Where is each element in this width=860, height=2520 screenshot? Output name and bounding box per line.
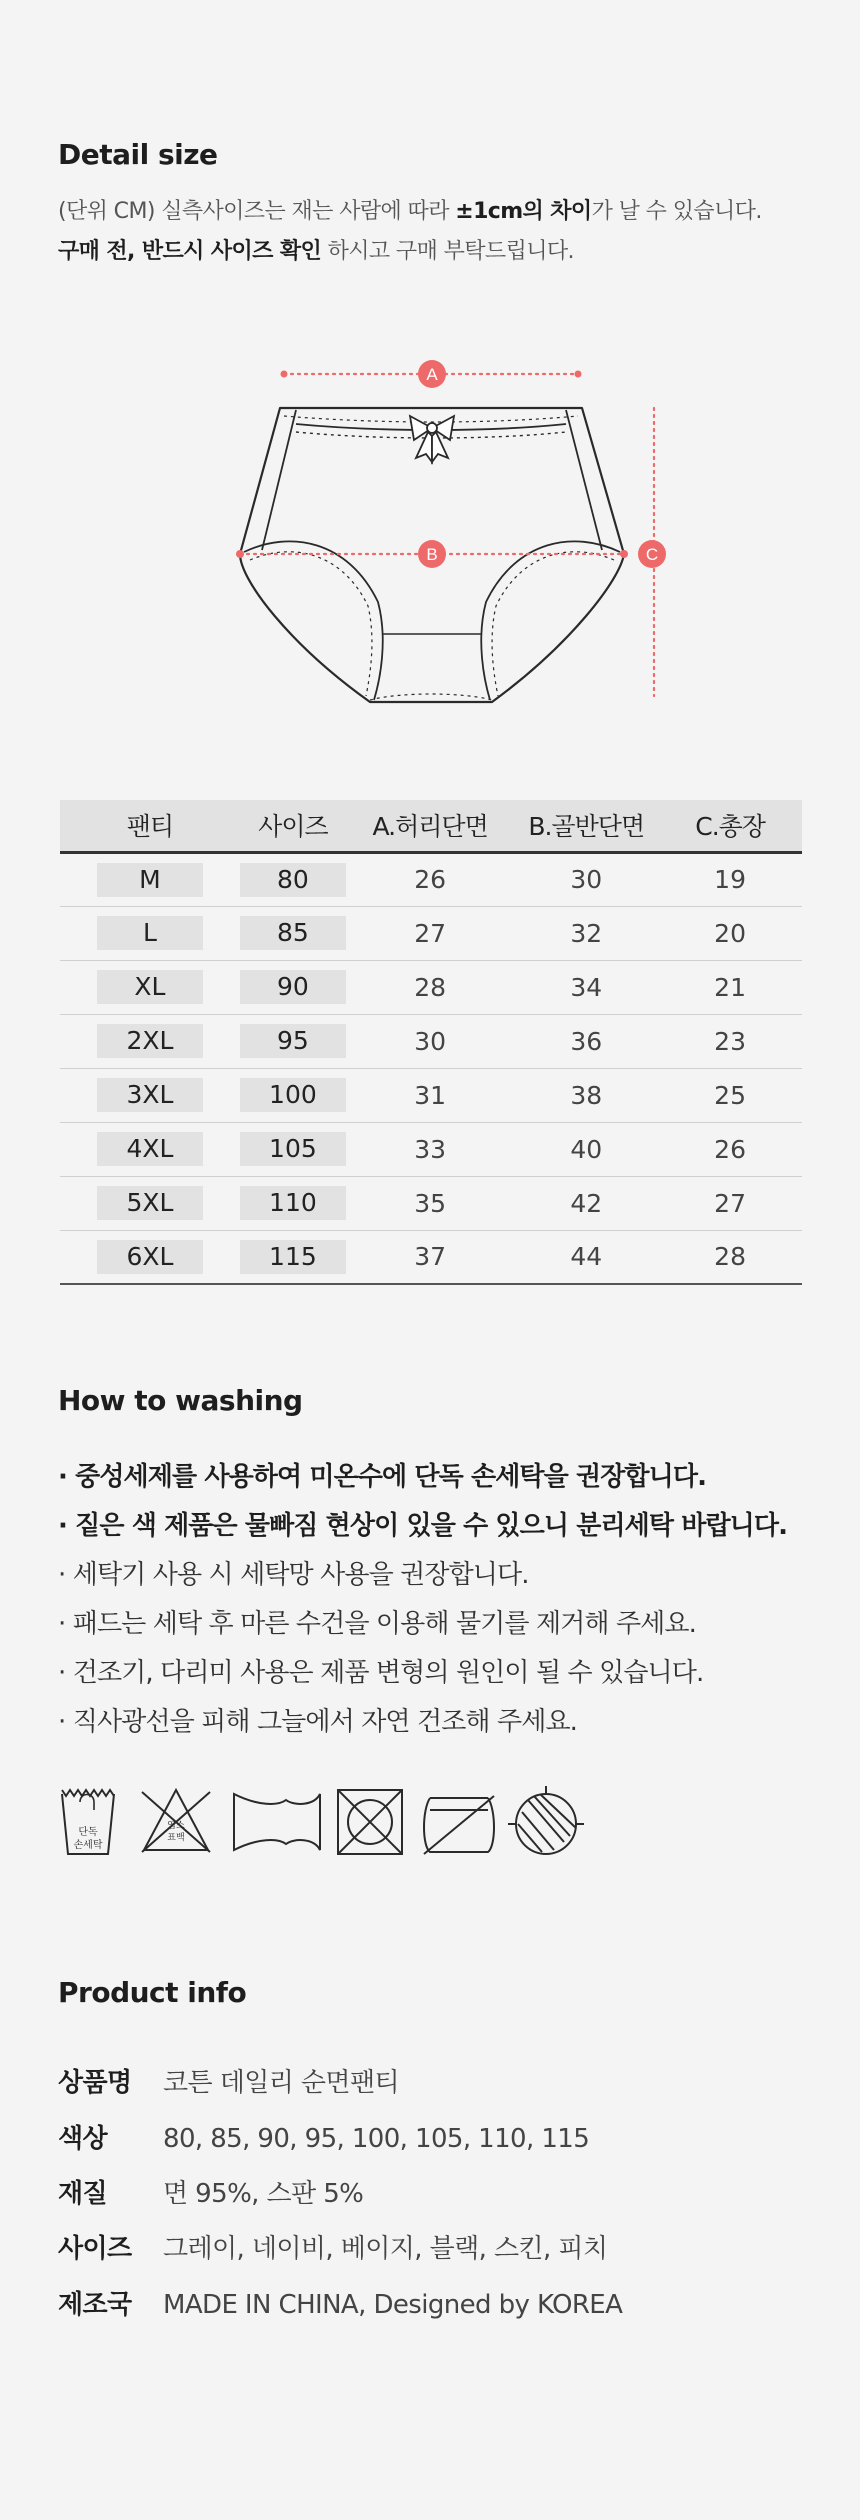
product-info-label: 색상 [58, 2124, 108, 2154]
product-info-row [58, 2062, 399, 2099]
panty-size-badge: 2XL [97, 1024, 203, 1058]
measurement-note-text: (단위 CM) 실측사이즈는 재는 사람에 따라 [58, 199, 456, 224]
product-info-label: 상품명 [58, 2068, 132, 2098]
no-bleach-label-2: 표백 [167, 1833, 185, 1843]
product-info-label: 제조국 [58, 2290, 132, 2320]
cell-panty [60, 906, 240, 960]
product-info-label: 사이즈 [58, 2234, 132, 2264]
size-number-badge: 100 [240, 1078, 346, 1112]
cell-size [240, 960, 346, 1014]
panty-size-diagram [200, 340, 680, 720]
cell-length: 25 [658, 1068, 802, 1122]
measurement-note-text-end: 가 날 수 있습니다. [591, 199, 762, 224]
product-info-row [58, 2228, 607, 2265]
cell-panty [60, 1176, 240, 1230]
washing-title: How to washing [58, 1384, 303, 1417]
no-bleach-label-1: 염소 [167, 1821, 185, 1831]
purchase-note [58, 234, 574, 265]
marker-a-label: A [426, 365, 438, 384]
product-info-value: 80, 85, 90, 95, 100, 105, 110, 115 [163, 2124, 590, 2154]
wash-instruction: · 건조기, 다리미 사용은 제품 변형의 원인이 될 수 있습니다. [58, 1658, 704, 1688]
cell-hip: 38 [514, 1068, 658, 1122]
cell-panty [60, 1068, 240, 1122]
measurement-note-emphasis: ±1cm의 차이 [455, 199, 592, 224]
cell-size [240, 1176, 346, 1230]
cell-size [240, 1230, 346, 1284]
cell-length: 23 [658, 1014, 802, 1068]
cell-hip: 36 [514, 1014, 658, 1068]
size-row [60, 1014, 802, 1068]
cell-panty [60, 1014, 240, 1068]
cell-waist: 31 [346, 1068, 514, 1122]
cell-hip: 32 [514, 906, 658, 960]
cell-hip: 30 [514, 852, 658, 906]
cell-hip: 42 [514, 1176, 658, 1230]
purchase-note-text: 하시고 구매 부탁드립니다. [321, 239, 574, 264]
product-info-row [58, 2284, 622, 2321]
product-info-row [58, 2118, 589, 2155]
product-info-value: MADE IN CHINA, Designed by KOREA [163, 2290, 623, 2320]
detail-size-title: Detail size [58, 138, 218, 171]
marker-c-label: C [645, 545, 659, 564]
size-row [60, 1230, 802, 1284]
size-number-badge: 90 [240, 970, 346, 1004]
header-hip: B.골반단면 [514, 800, 658, 852]
cell-panty [60, 852, 240, 906]
panty-size-badge: L [97, 916, 203, 950]
product-info-label: 재질 [58, 2179, 108, 2209]
cell-panty [60, 960, 240, 1014]
purchase-note-emphasis: 구매 전, 반드시 사이즈 확인 [58, 239, 322, 264]
flat-dry-icon [234, 1794, 320, 1850]
cell-size [240, 1014, 346, 1068]
cell-hip: 40 [514, 1122, 658, 1176]
cell-size [240, 852, 346, 906]
cell-size [240, 1068, 346, 1122]
marker-b-label: B [426, 545, 438, 564]
product-info-value: 면 95%, 스판 5% [163, 2179, 364, 2209]
size-row [60, 1122, 802, 1176]
product-info-value: 코튼 데일리 순면팬티 [163, 2068, 399, 2098]
header-length: C.총장 [658, 800, 802, 852]
cell-size [240, 906, 346, 960]
left-leg-opening [244, 541, 383, 700]
cell-length: 28 [658, 1230, 802, 1284]
cell-waist: 28 [346, 960, 514, 1014]
care-symbols [58, 1780, 618, 1860]
wash-instruction: · 중성세제를 사용하여 미온수에 단독 손세탁을 권장합니다. [58, 1462, 707, 1492]
size-number-badge: 80 [240, 863, 346, 897]
measurement-note [58, 194, 762, 225]
cell-waist: 26 [346, 852, 514, 906]
no-wring-icon [424, 1796, 494, 1854]
size-row [60, 1176, 802, 1230]
size-number-badge: 95 [240, 1024, 346, 1058]
panty-size-badge: XL [97, 970, 203, 1004]
product-info-row [58, 2173, 363, 2210]
cell-length: 20 [658, 906, 802, 960]
panty-size-badge: 3XL [97, 1078, 203, 1112]
hand-wash-label-1: 단독 [78, 1827, 98, 1838]
hand-wash-label-2: 손세탁 [73, 1840, 103, 1851]
panty-size-badge: 4XL [97, 1132, 203, 1166]
product-info-value: 그레이, 네이비, 베이지, 블랙, 스킨, 피치 [163, 2234, 608, 2264]
cell-waist: 30 [346, 1014, 514, 1068]
cell-waist: 35 [346, 1176, 514, 1230]
cell-length: 26 [658, 1122, 802, 1176]
cell-hip: 34 [514, 960, 658, 1014]
header-size: 사이즈 [240, 800, 346, 852]
cell-size [240, 1122, 346, 1176]
header-panty: 팬티 [60, 800, 240, 852]
wash-instruction: · 직사광선을 피해 그늘에서 자연 건조해 주세요. [58, 1707, 578, 1737]
wash-instruction: · 짙은 색 제품은 물빠짐 현상이 있을 수 있으니 분리세탁 바랍니다. [58, 1511, 788, 1541]
cell-waist: 33 [346, 1122, 514, 1176]
right-leg-opening [481, 541, 620, 700]
wash-instruction: · 세탁기 사용 시 세탁망 사용을 권장합니다. [58, 1560, 529, 1590]
size-row [60, 906, 802, 960]
bow-icon [410, 416, 454, 462]
cell-length: 19 [658, 852, 802, 906]
size-number-badge: 115 [240, 1240, 346, 1274]
cell-waist: 27 [346, 906, 514, 960]
size-number-badge: 105 [240, 1132, 346, 1166]
panty-size-badge: 5XL [97, 1186, 203, 1220]
cell-waist: 37 [346, 1230, 514, 1284]
size-table [60, 800, 802, 1285]
size-number-badge: 85 [240, 916, 346, 950]
size-row [60, 1068, 802, 1122]
cell-length: 21 [658, 960, 802, 1014]
cell-length: 27 [658, 1176, 802, 1230]
cell-panty [60, 1230, 240, 1284]
size-number-badge: 110 [240, 1186, 346, 1220]
product-info-title: Product info [58, 1976, 247, 2009]
cell-panty [60, 1122, 240, 1176]
panty-size-badge: M [97, 863, 203, 897]
size-row [60, 960, 802, 1014]
size-table-header [60, 800, 802, 852]
cell-hip: 44 [514, 1230, 658, 1284]
no-tumble-dry-icon [338, 1790, 402, 1854]
panty-size-badge: 6XL [97, 1240, 203, 1274]
size-row [60, 852, 802, 906]
wash-instruction: · 패드는 세탁 후 마른 수건을 이용해 물기를 제거해 주세요. [58, 1609, 696, 1639]
dry-in-shade-icon [508, 1786, 584, 1854]
header-waist: A.허리단면 [346, 800, 514, 852]
